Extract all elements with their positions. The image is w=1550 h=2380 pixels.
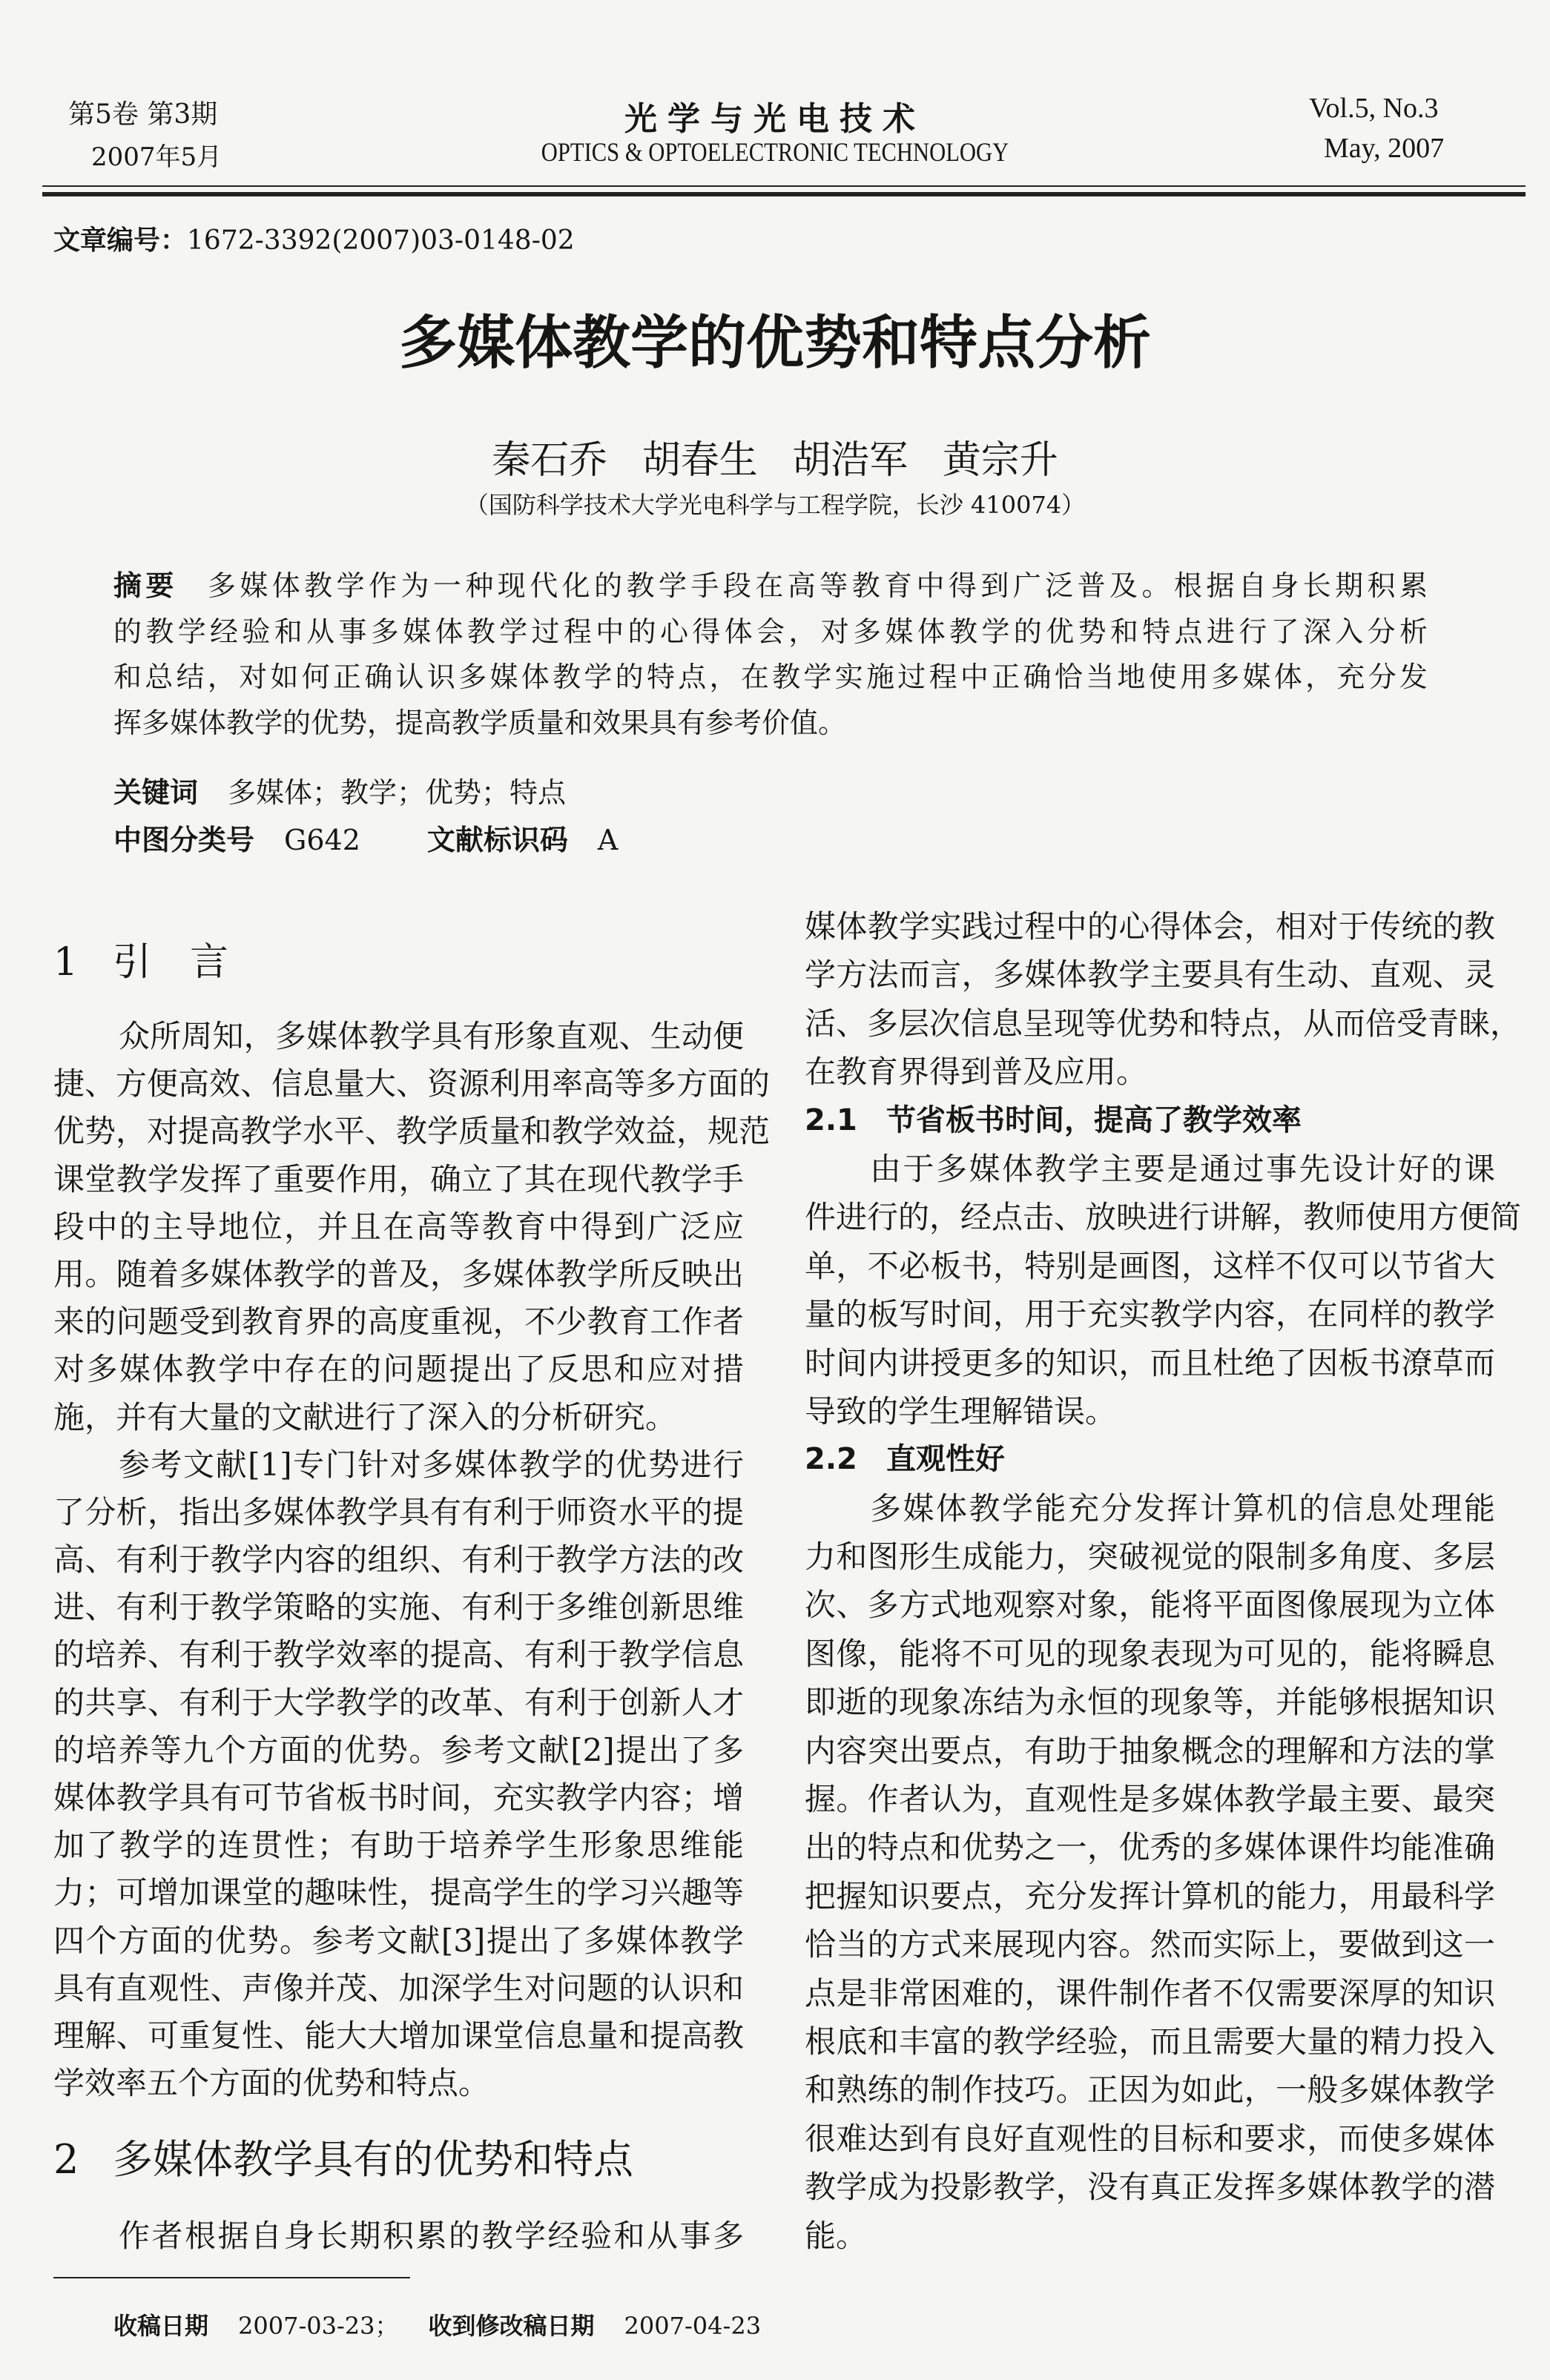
- paragraph-line: 课堂教学发挥了重要作用，确立了其在现代教学手: [53, 1160, 744, 1197]
- classification: [113, 817, 618, 858]
- section-title: 直观性好: [886, 1442, 1005, 1477]
- doc-code-value: A: [597, 824, 619, 856]
- doc-code-label: 文献标识码: [426, 824, 568, 856]
- section-heading: [53, 2107, 744, 2212]
- authors: 秦石乔 胡春生 胡浩军 黄宗升: [492, 438, 1058, 483]
- paragraph-line: 加了教学的连贯性；有助于培养学生形象思维能: [53, 1827, 744, 1864]
- abstract-text: 多媒体教学作为一种现代化的教学手段在高等教育中得到广泛普及。根据自身长期积累: [207, 569, 1428, 602]
- abstract-line: [113, 563, 1428, 609]
- paragraph-line: 对多媒体教学中存在的问题提出了反思和应对措: [53, 1351, 744, 1388]
- article-number-label: 文章编号：: [53, 225, 188, 256]
- section-number: 1: [53, 940, 79, 985]
- paragraph-line: 量的板写时间，用于充实教学内容，在同样的教学: [805, 1296, 1495, 1333]
- paragraph-line: 的共享、有利于大学教学的改革、有利于创新人才: [53, 1684, 744, 1721]
- paragraph-line: 和熟练的制作技巧。正因为如此，一般多媒体教学: [805, 2072, 1495, 2109]
- paragraph-line: 施，并有大量的文献进行了深入的分析研究。: [53, 1398, 677, 1435]
- paragraph-line: 作者根据自身长期积累的教学经验和从事多: [119, 2218, 744, 2255]
- section-heading: [53, 939, 744, 1013]
- paragraph-line: 能。: [805, 2217, 868, 2254]
- paragraph-line: 理解、可重复性、能大大增加课堂信息量和提高教: [53, 2017, 744, 2054]
- paragraph-line: 由于多媒体教学主要是通过事先设计好的课: [870, 1150, 1495, 1187]
- paragraph-line: 单，不必板书，特别是画图，这样不仅可以节省大: [805, 1247, 1495, 1284]
- section-title: 多媒体教学具有的优势和特点: [113, 2136, 633, 2184]
- paragraph-line: 在教育界得到普及应用。: [805, 1054, 1148, 1091]
- paragraph-line: 了分析，指出多媒体教学具有有利于师资水平的提: [53, 1493, 744, 1530]
- paragraph-line: 力；可增加课堂的趣味性，提高学生的学习兴趣等: [53, 1874, 744, 1911]
- paragraph-line: 导致的学生理解错误。: [805, 1392, 1117, 1429]
- section-number: 2: [53, 2136, 79, 2184]
- affiliation: （国防科学技术大学光电科学与工程学院，长沙 410074）: [464, 491, 1086, 519]
- journal-title-cn: 光学与光电技术: [624, 100, 926, 138]
- article-number-value: 1672-3392(2007)03-0148-02: [187, 225, 575, 256]
- paragraph-line: 件进行的，经点击、放映进行讲解，教师使用方便简: [805, 1199, 1522, 1236]
- paragraph-line: 进、有利于教学策略的实施、有利于多维创新思维: [53, 1589, 744, 1626]
- keywords-value: 多媒体；教学；优势；特点: [228, 776, 567, 809]
- section-title: 节省板书时间，提高了教学效率: [886, 1103, 1302, 1137]
- paragraph-line: 力和图形生成能力，突破视觉的限制多角度、多层: [805, 1538, 1495, 1576]
- paragraph-line: 众所周知，多媒体教学具有形象直观、生动便: [119, 1018, 744, 1054]
- section-number: 2.2: [805, 1442, 857, 1477]
- paragraph-line: 把握知识要点，充分发挥计算机的能力，用最科学: [805, 1877, 1495, 1914]
- paragraph-line: 四个方面的优势。参考文献[3]提出了多媒体教学: [53, 1922, 744, 1959]
- keywords: [113, 770, 566, 810]
- header-rule-thick: [42, 192, 1526, 196]
- paragraph-line: 多媒体教学能充分发挥计算机的信息处理能: [870, 1490, 1495, 1527]
- abstract-line: 和总结，对如何正确认识多媒体教学的特点，在教学实施过程中正确恰当地使用多媒体，充分发: [113, 661, 1428, 693]
- abstract-line: 的教学经验和从事多媒体教学过程中的心得体会，对多媒体教学的优势和特点进行了深入分析: [113, 615, 1428, 648]
- revised-date: 2007-04-23: [624, 2312, 762, 2340]
- issue-date-cn: 2007年5月: [91, 142, 222, 172]
- revised-label: 收到修改稿日期: [428, 2312, 595, 2340]
- paragraph-line: 点是非常困难的，课件制作者不仅需要深厚的知识: [805, 1974, 1495, 2012]
- subsection-heading: [805, 1435, 1495, 1484]
- paper-title: 多媒体教学的优势和特点分析: [398, 310, 1151, 377]
- abstract-label: 摘要: [113, 569, 178, 602]
- paragraph-line: 活、多层次信息呈现等优势和特点，从而倍受青睐，: [805, 1005, 1522, 1042]
- article-number: [53, 219, 575, 257]
- clc-label: 中图分类号: [113, 824, 255, 856]
- section-title: 引 言: [113, 940, 229, 985]
- paragraph-line: 学方法而言，多媒体教学主要具有生动、直观、灵: [805, 956, 1495, 994]
- section-number: 2.1: [805, 1103, 857, 1137]
- received-dates: [113, 2307, 761, 2341]
- volume-en: Vol.5, No.3: [1309, 93, 1439, 124]
- abstract-line: 挥多媒体教学的优势，提高教学质量和效果具有参考价值。: [113, 706, 847, 739]
- paragraph-line: 内容突出要点，有助于抽象概念的理解和方法的掌: [805, 1732, 1495, 1769]
- paragraph-line: 次、多方式地观察对象，能将平面图像展现为立体: [805, 1587, 1495, 1624]
- paragraph-line: 时间内讲授更多的知识，而且杜绝了因板书潦草而: [805, 1344, 1495, 1381]
- paragraph-line: 媒体教学具有可节省板书时间，充实教学内容；增: [53, 1779, 744, 1816]
- paragraph-line: 段中的主导地位，并且在高等教育中得到广泛应: [53, 1208, 744, 1245]
- journal-title-en: OPTICS & OPTOELECTRONIC TECHNOLOGY: [541, 137, 1009, 167]
- abstract: [113, 563, 1428, 746]
- received-label: 收稿日期: [113, 2312, 209, 2340]
- paragraph-line: 参考文献[1]专门针对多媒体教学的优势进行: [119, 1446, 744, 1483]
- paragraph-line: 媒体教学实践过程中的心得体会，相对于传统的教: [805, 908, 1495, 945]
- paragraph-line: 的培养、有利于教学效率的提高、有利于教学信息: [53, 1636, 744, 1673]
- header-rule-thin: [42, 185, 1526, 187]
- paragraph-line: 教学成为投影教学，没有真正发挥多媒体教学的潜: [805, 2169, 1495, 2206]
- footnote-rule: [53, 2277, 410, 2278]
- subsection-heading: [805, 1097, 1495, 1145]
- paragraph-line: 来的问题受到教育界的高度重视，不少教育工作者: [53, 1303, 744, 1341]
- paragraph-line: 出的特点和优势之一，优秀的多媒体课件均能准确: [805, 1829, 1495, 1866]
- paragraph-line: 的培养等九个方面的优势。参考文献[2]提出了多: [53, 1731, 744, 1768]
- paragraph-line: 用。随着多媒体教学的普及，多媒体教学所反映出: [53, 1255, 744, 1292]
- paragraph-line: 优势，对提高教学水平、教学质量和教学效益，规范: [53, 1113, 771, 1150]
- paragraph-line: 具有直观性、声像并茂、加深学生对问题的认识和: [53, 1969, 744, 2006]
- keywords-label: 关键词: [113, 776, 199, 809]
- paragraph-line: 即逝的现象冻结为永恒的现象等，并能够根据知识: [805, 1684, 1495, 1721]
- paragraph-line: 高、有利于教学内容的组织、有利于教学方法的改: [53, 1541, 744, 1579]
- clc-value: G642: [284, 824, 360, 856]
- left-column: [53, 939, 771, 2261]
- paragraph-line: 根底和丰富的教学经验，而且需要大量的精力投入: [805, 2023, 1495, 2060]
- paragraph-line: 恰当的方式来展现内容。然而实际上，要做到这一: [805, 1926, 1495, 1963]
- paragraph-line: 图像，能将不可见的现象表现为可见的，能将瞬息: [805, 1635, 1495, 1672]
- paragraph-line: 很难达到有良好直观性的目标和要求，而使多媒体: [805, 2120, 1495, 2157]
- received-date: 2007-03-23；: [238, 2312, 399, 2340]
- volume-issue: 第5卷 第3期: [68, 99, 218, 130]
- paragraph-line: 握。作者认为，直观性是多媒体教学最主要、最突: [805, 1781, 1495, 1818]
- paragraph-line: 学效率五个方面的优势和特点。: [53, 2065, 490, 2102]
- issue-date-en: May, 2007: [1324, 133, 1445, 164]
- right-column: [805, 902, 1522, 2260]
- paragraph-line: 捷、方便高效、信息量大、资源利用率高等多方面的: [53, 1065, 771, 1103]
